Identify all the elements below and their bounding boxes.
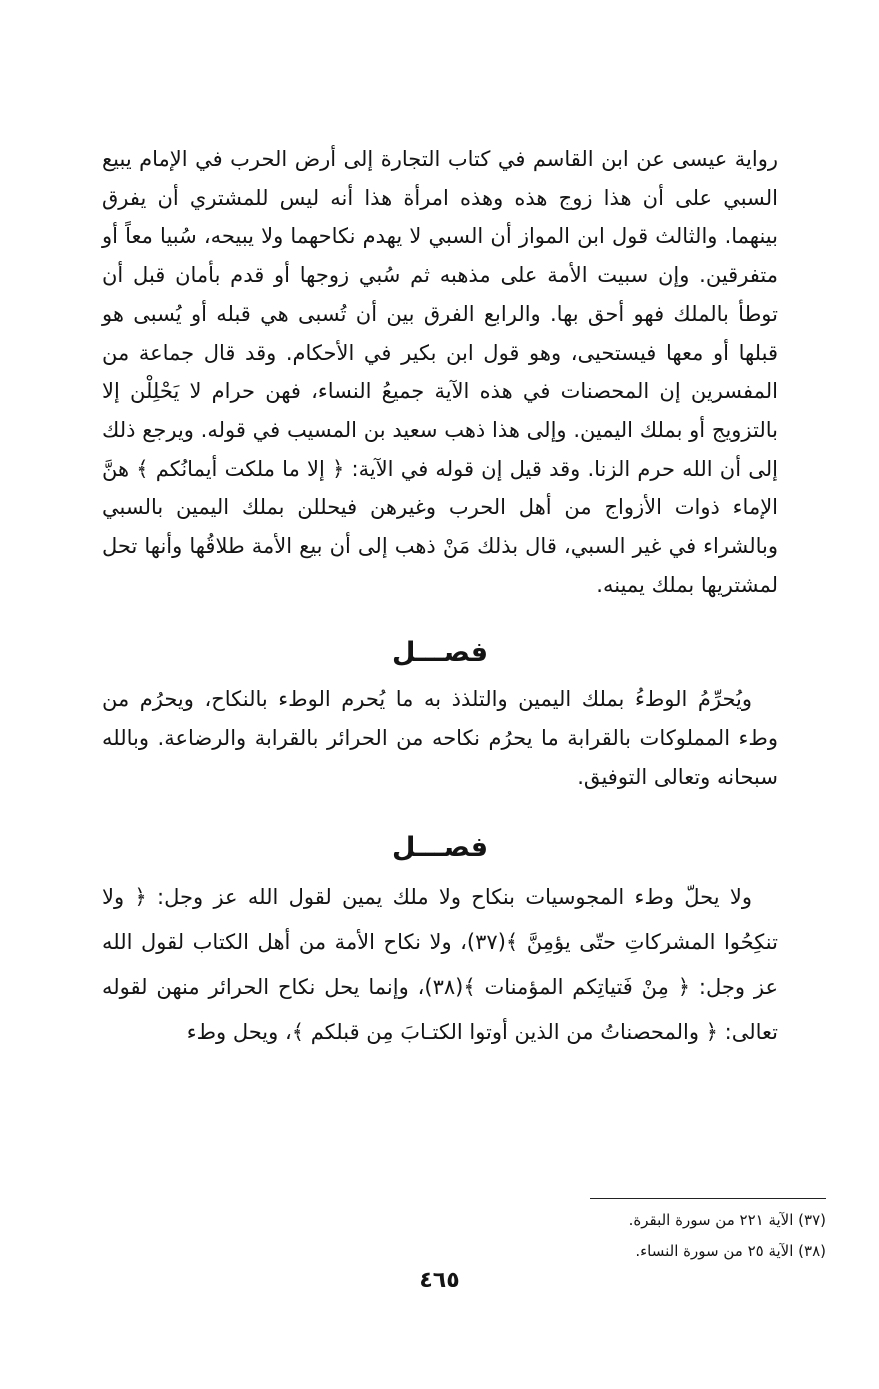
page-number: ٤٦٥: [419, 1268, 460, 1293]
footnotes: [576, 1198, 826, 1267]
page-body: [102, 140, 778, 1055]
paragraph-1: رواية عيسى عن ابن القاسم في كتاب التجارة إلى أرض الحرب في الإمام يبيع السبي على أن هذا زوج هذه وهذه امرأة هذا أنه ليس للمشتري أن يفرق بينهما. والثالث قول ابن المواز أن السبي لا يهدم نكاحهما ولا يبيحه، سُبيا معاً أو متفرقين. وإن سبيت الأمة على مذهبه ثم سُبي زوجها أو قدم بأمان قبل أن توطأ بالملك فهو أحق بها. والرابع الفرق بين أن تُسبى هي قبله أو يُسبى هو قبلها أو معها فيستحيى، وهو قول ابن بكير في الأحكام. وقد قال جماعة من المفسرين إن المحصنات في هذه الآية جميعُ النساء، فهن حرام لا يَحْلِلْن إلا بالتزويج أو بملك اليمين. وإلى هذا ذهب سعيد بن المسيب في قوله. ويرجع ذلك إلى أن الله حرم الزنا. وقد قيل إن قوله في الآية: ﴿ إلا ما ملكت أيمانُكم ﴾ هنَّ الإماء ذوات الأزواج من أهل الحرب وغيرهن فيحللن بملك اليمين بالسبي وبالشراء في غير السبي، قال بذلك مَنْ ذهب إلى أن بيع الأمة طلاقُها وأنها تحل لمشتريها بملك يمينه.: [102, 147, 778, 597]
paragraph-3: ولا يحلّ وطء المجوسيات بنكاح ولا ملك يمين لقول الله عز وجل: ﴿ ولا تنكِحُوا المشركاتِ حتّى يؤمِنَّ ﴾(٣٧)، ولا نكاح الأمة من أهل الكتاب لقول الله عز وجل: ﴿ مِنْ فَتياتِكم المؤمنات ﴾(٣٨)، وإنما يحل نكاح الحرائر منهن لقوله تعالى: ﴿ والمحصناتُ من الذين أوتوا الكتـابَ مِن قبلكم ﴾، ويحل وطء: [102, 884, 778, 1044]
section-heading-2: فصـــل: [391, 831, 489, 863]
footnote-37: (٣٧) الآية ٢٢١ من سورة البقرة.: [628, 1211, 826, 1229]
footnote-38: (٣٨) الآية ٢٥ من سورة النساء.: [635, 1242, 826, 1260]
paragraph-2: ويُحرِّمُ الوطءُ بملك اليمين والتلذذ به ما يُحرم الوطء بالنكاح، ويحرُم من وطء المملوكات بالقرابة ما يحرُم نكاحه من الحرائر بالقرابة والرضاعة. وبالله سبحانه وتعالى التوفيق.: [102, 687, 778, 789]
footnote-divider: [590, 1198, 826, 1199]
section-heading-1: فصـــل: [391, 637, 489, 669]
